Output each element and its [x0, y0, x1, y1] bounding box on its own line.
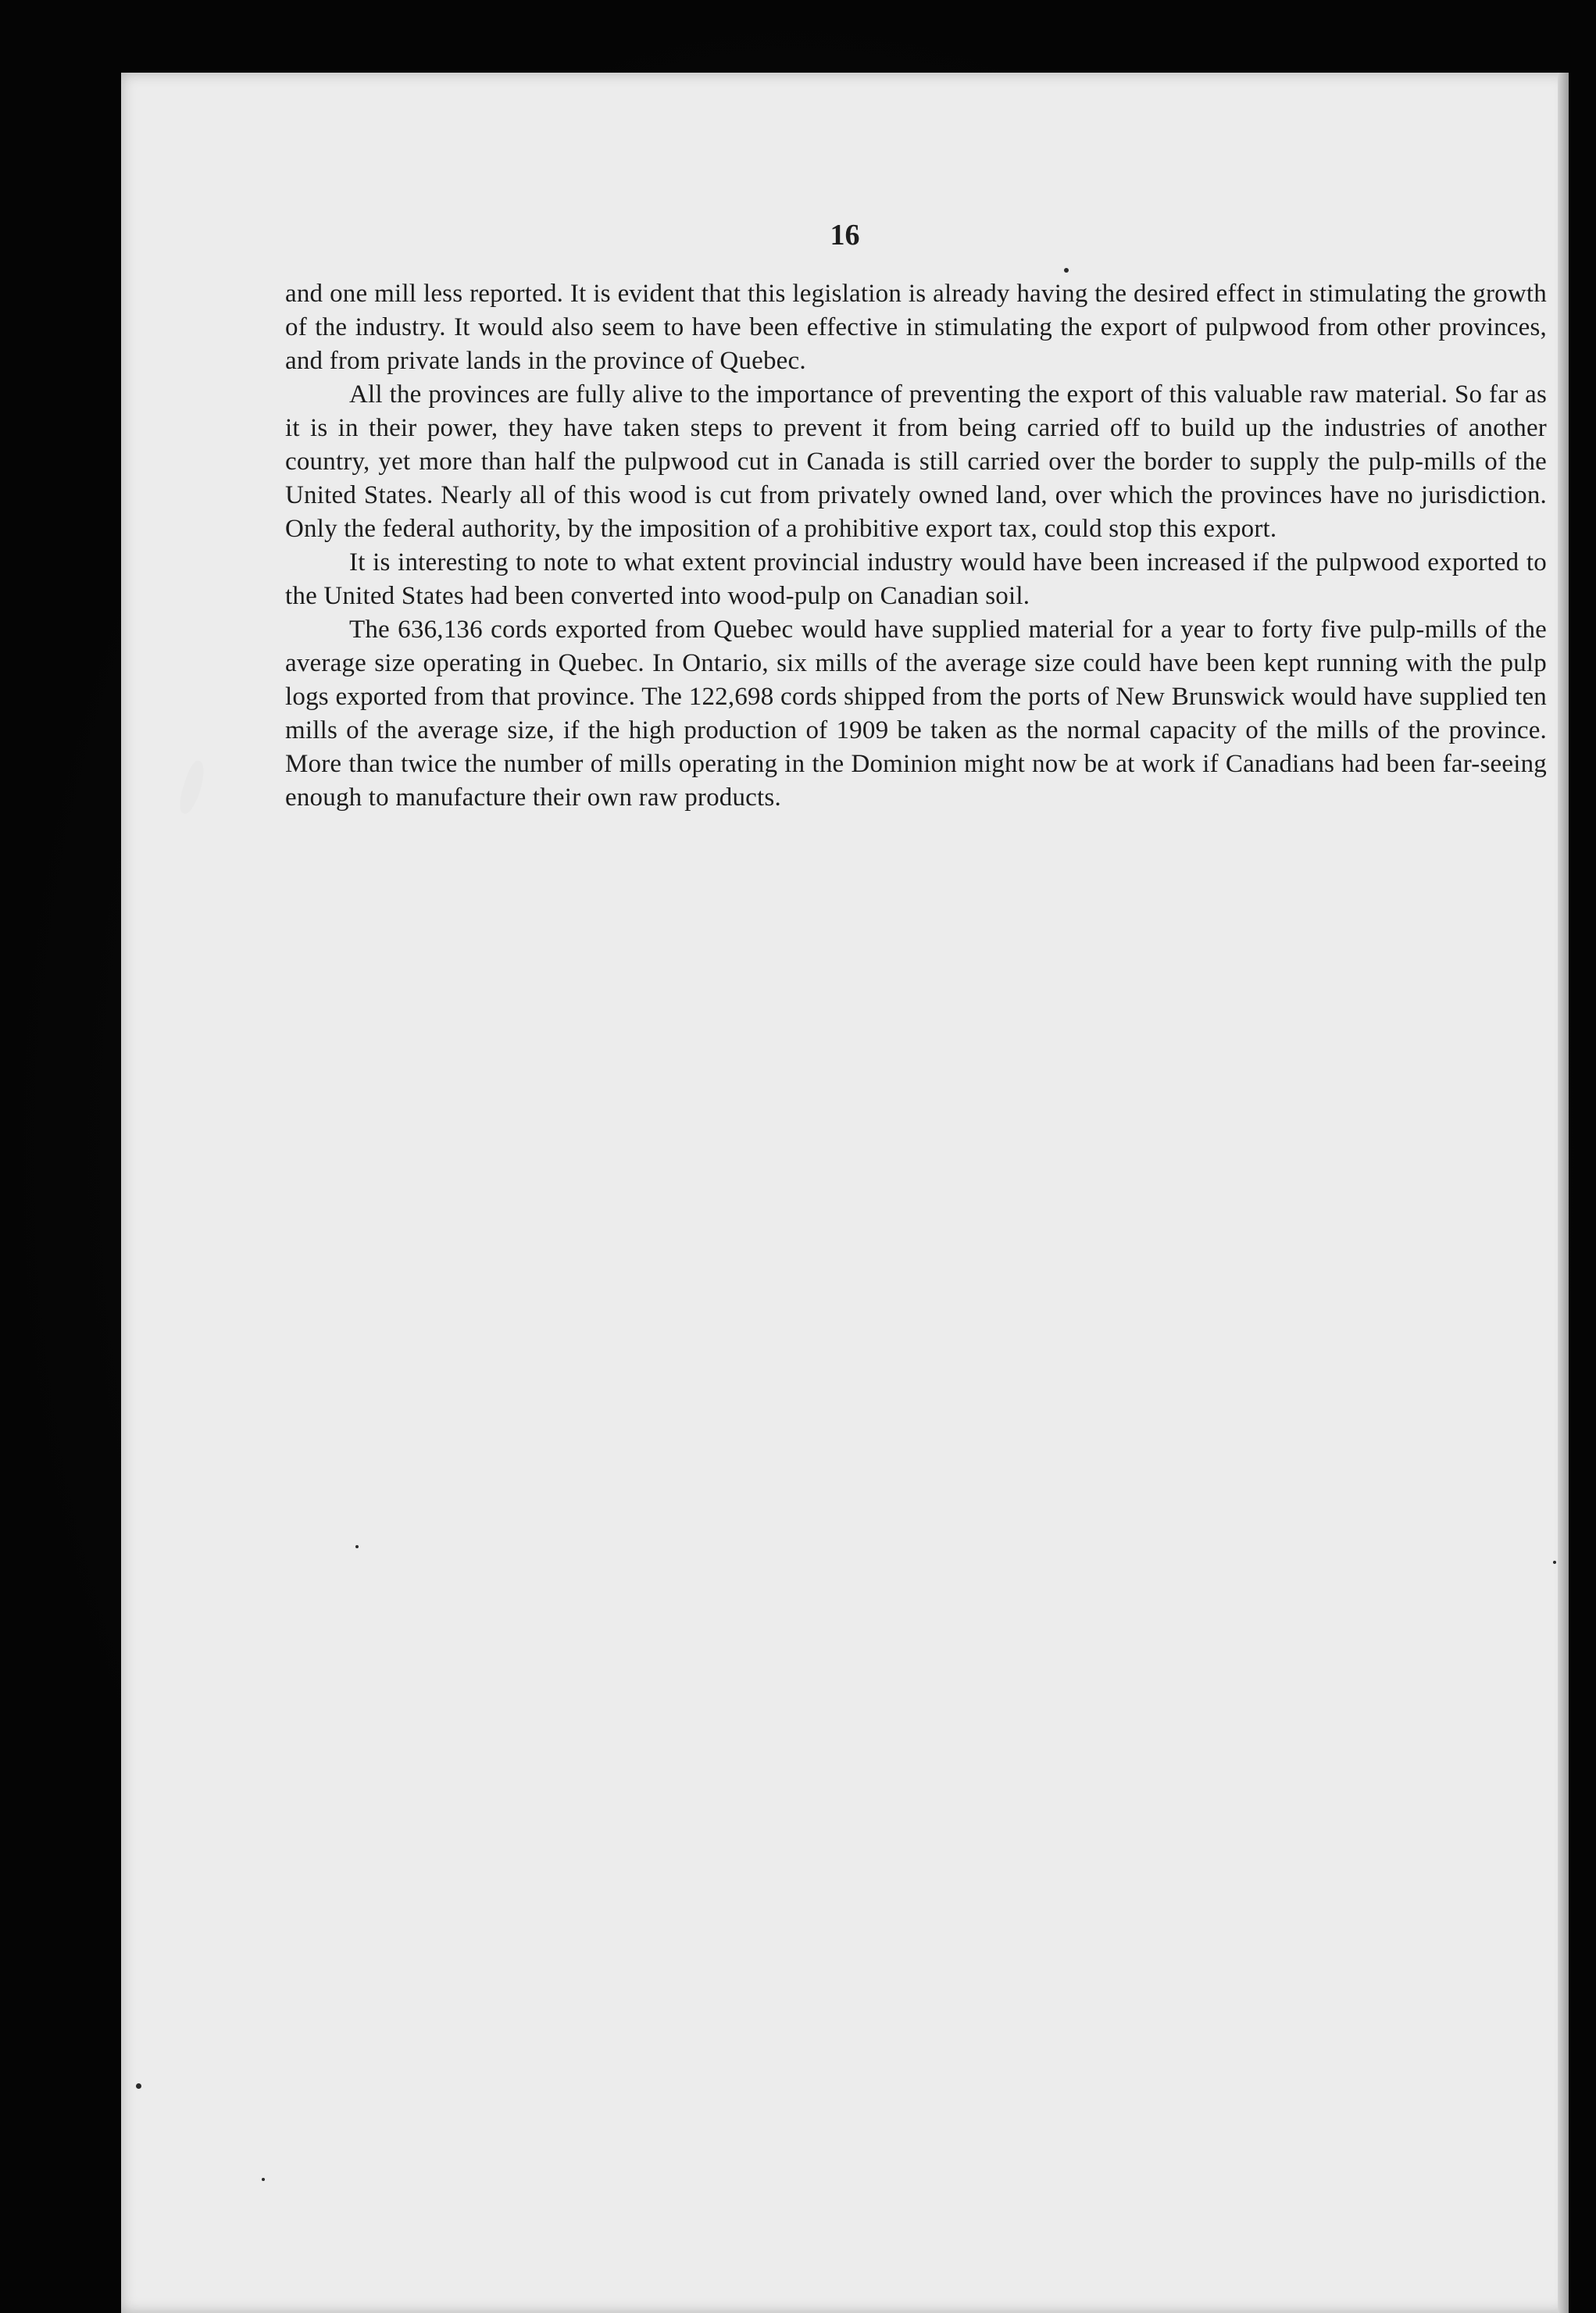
dust-speck [1064, 268, 1069, 273]
dust-speck [136, 2083, 141, 2089]
body-text [285, 277, 1547, 815]
document-page [121, 73, 1569, 2313]
dust-speck [355, 1545, 359, 1548]
page-number: 16 [830, 219, 860, 252]
dust-speck [1553, 1561, 1556, 1564]
paragraph-1: and one mill less reported. It is evident that this legislation is already having the desired effect in stimulating the growth of the industry. It would also seem to have been effective in stimulating the export of pulpwood from other provinces, and from private lands in the province of Quebec. [285, 280, 1547, 375]
paragraph-4: The 636,136 cords exported from Quebec would have supplied material for a year to forty five pulp-mills of the average size operating in Quebec. In Ontario, six mills of the average size could have been kept running with the pulp logs exported from that province. The 122,698 cords shipped from the ports of New Brunswick would have supplied ten mills of the average size, if the high production of 1909 be taken as the normal capacity of the mills of the province. More than twice the number of mills operating in the Dominion might now be at work if Canadians had been far-seeing enough to manufacture their own raw products. [285, 616, 1547, 812]
page-edge [1558, 73, 1569, 2313]
margin-stain [176, 759, 209, 816]
dust-speck [262, 2178, 265, 2181]
paragraph-2: All the provinces are fully alive to the importance of preventing the export of this valuable raw material. So far as it is in their power, they have taken steps to prevent it from being carried off to build up the industries of another country, yet more than half the pulpwood cut in Canada is still carried over the border to supply the pulp-mills of the United States. Nearly all of this wood is cut from privately owned land, over which the provinces have no jurisdiction. Only the federal authority, by the imposition of a prohibitive export tax, could stop this export. [285, 380, 1547, 543]
paragraph-3: It is interesting to note to what extent provincial industry would have been increased if the pulpwood exported to the United States had been converted into wood-pulp on Canadian soil. [285, 548, 1547, 610]
